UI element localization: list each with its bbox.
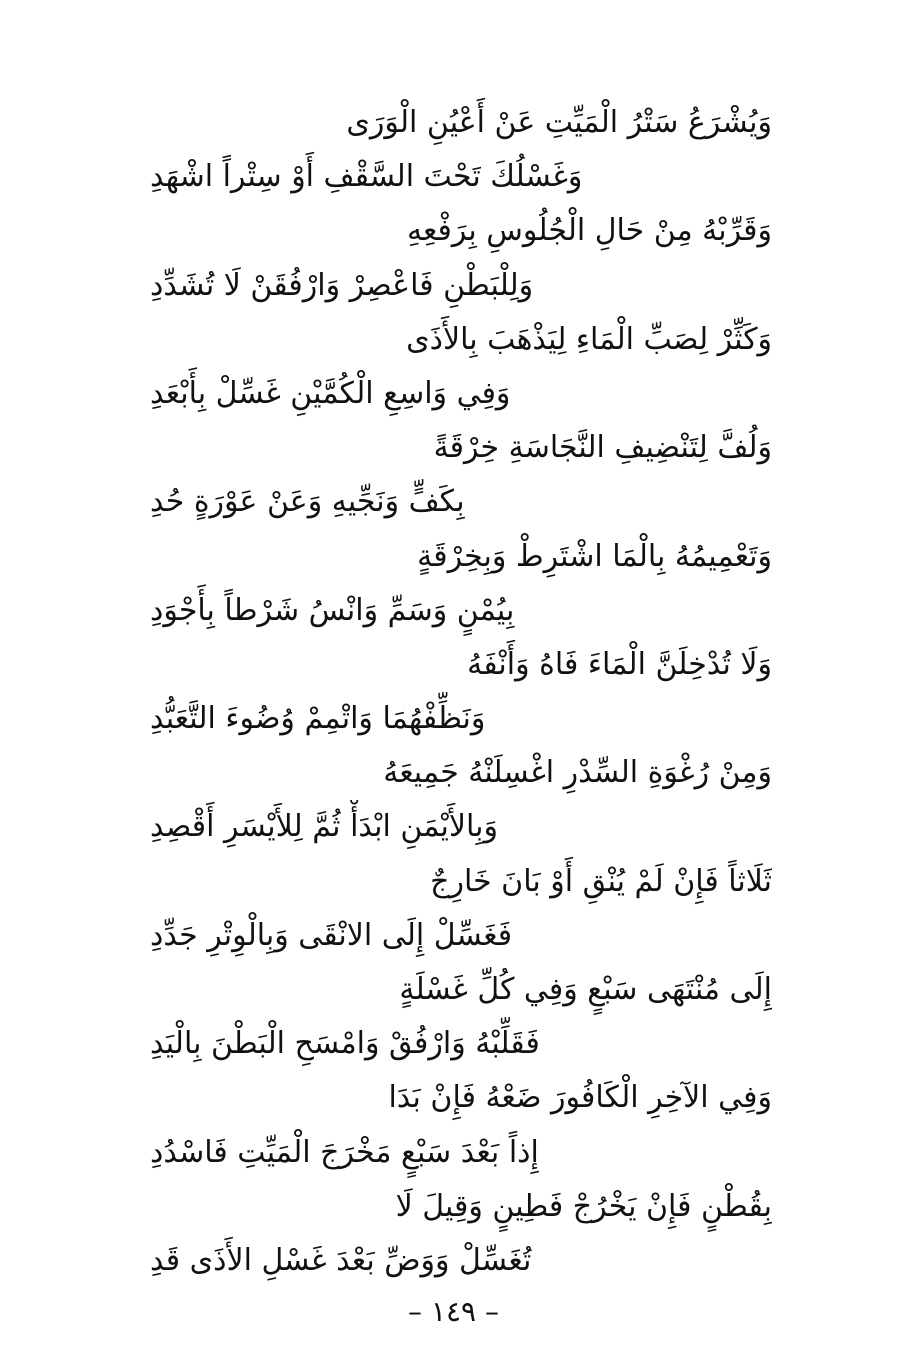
verse-text: وَفِي وَاسِعِ الْكُمَّيْنِ غَسِّلْ بِأَبْعَدِ [150, 375, 511, 411]
verse-text: إِلَى مُنْتَهَى سَبْعٍ وَفِي كُلِّ غَسْلَةٍ [399, 972, 772, 1007]
verse-second-hemistich [150, 692, 772, 746]
verse-text: وَنَظِّفْهُمَا وَاتْمِمْ وُضُوءَ التَّعَبُّدِ [150, 701, 486, 737]
verse-first-hemistich [150, 96, 772, 150]
verse-text: وَلُفَّ لِتَنْضِيفِ النَّجَاسَةِ خِرْقَةً [433, 430, 772, 466]
verse-first-hemistich [150, 855, 772, 909]
verse-text: وَيُشْرَعُ سَتْرُ الْمَيِّتِ عَنْ أَعْيُنِ الْوَرَى [346, 105, 772, 140]
verse-first-hemistich [150, 204, 772, 258]
verse-first-hemistich [150, 313, 772, 367]
verse-second-hemistich [150, 800, 772, 854]
verse-second-hemistich [150, 259, 772, 313]
verse-text: تُغَسِّلْ وَوَضِّ بَعْدَ غَسْلِ الأَذَى قَدِ [150, 1242, 532, 1278]
verse-second-hemistich [150, 367, 772, 421]
verse-text: ثَلَاثاً فَإِنْ لَمْ يُنْقِ أَوْ بَانَ خَارِجٌ [430, 863, 772, 899]
verse-text: وَمِنْ رُغْوَةِ السِّدْرِ اغْسِلَنْهُ جَمِيعَهُ [383, 755, 772, 791]
verse-text: بِيُمْنٍ وَسَمِّ وَانْسُ شَرْطاً بِأَجْوَدِ [150, 592, 515, 628]
verse-first-hemistich [150, 746, 772, 800]
verse-text: وَبِالأَيْمَنِ ابْدَأْ ثُمَّ لِلأَيْسَرِ أَقْصِدِ [150, 809, 498, 845]
verse-first-hemistich [150, 530, 772, 584]
verse-text: وَفِي الآخِرِ الْكَافُورَ ضَعْهُ فَإِنْ بَدَا [388, 1080, 772, 1116]
verse-first-hemistich [150, 421, 772, 475]
verse-second-hemistich [150, 1017, 772, 1071]
verse-second-hemistich [150, 584, 772, 638]
verse-first-hemistich [150, 638, 772, 692]
verse-second-hemistich [150, 909, 772, 963]
verse-second-hemistich [150, 150, 772, 204]
poem-verses [150, 96, 772, 1288]
verse-text: وَلَا تُدْخِلَنَّ الْمَاءَ فَاهُ وَأَنْفَهُ [467, 646, 772, 682]
verse-text: فَغَسِّلْ إِلَى الانْقَى وَبِالْوِتْرِ جَدِّدِ [150, 917, 513, 953]
verse-first-hemistich [150, 1180, 772, 1234]
verse-text: بِكَفٍّ وَنَجِّيهِ وَعَنْ عَوْرَةٍ حُدِ [150, 484, 465, 520]
verse-text: فَقَلِّبْهُ وَارْفُقْ وَامْسَحِ الْبَطْنَ بِالْيَدِ [150, 1026, 540, 1062]
verse-second-hemistich [150, 475, 772, 529]
verse-text: بِقُطْنٍ فَإِنْ يَخْرُجْ فَطِينٍ وَقِيلَ لَا [395, 1188, 772, 1224]
verse-second-hemistich [150, 1126, 772, 1180]
verse-text: وَغَسْلُكَ تَحْتَ السَّقْفِ أَوْ سِتْراً اشْهَدِ [150, 159, 583, 195]
verse-text: إِذاً بَعْدَ سَبْعٍ مَخْرَجَ الْمَيِّتِ فَاسْدُدِ [150, 1134, 539, 1170]
verse-text: وَتَعْمِيمُهُ بِالْمَا اشْتَرِطْ وَبِخِرْقَةٍ [417, 538, 772, 574]
verse-text: وَلِلْبَطْنِ فَاعْصِرْ وَارْفُقَنْ لَا تُشَدِّدِ [150, 267, 534, 303]
verse-first-hemistich [150, 963, 772, 1017]
page-number: – ١٤٩ – [408, 1295, 499, 1328]
verse-text: وَقَرِّبْهُ مِنْ حَالِ الْجُلُوسِ بِرَفْعِهِ [406, 213, 772, 249]
verse-first-hemistich [150, 1071, 772, 1125]
verse-second-hemistich [150, 1234, 772, 1288]
verse-text: وَكَثِّرْ لِصَبِّ الْمَاءِ لِيَذْهَبَ بِالأَذَى [406, 321, 772, 357]
